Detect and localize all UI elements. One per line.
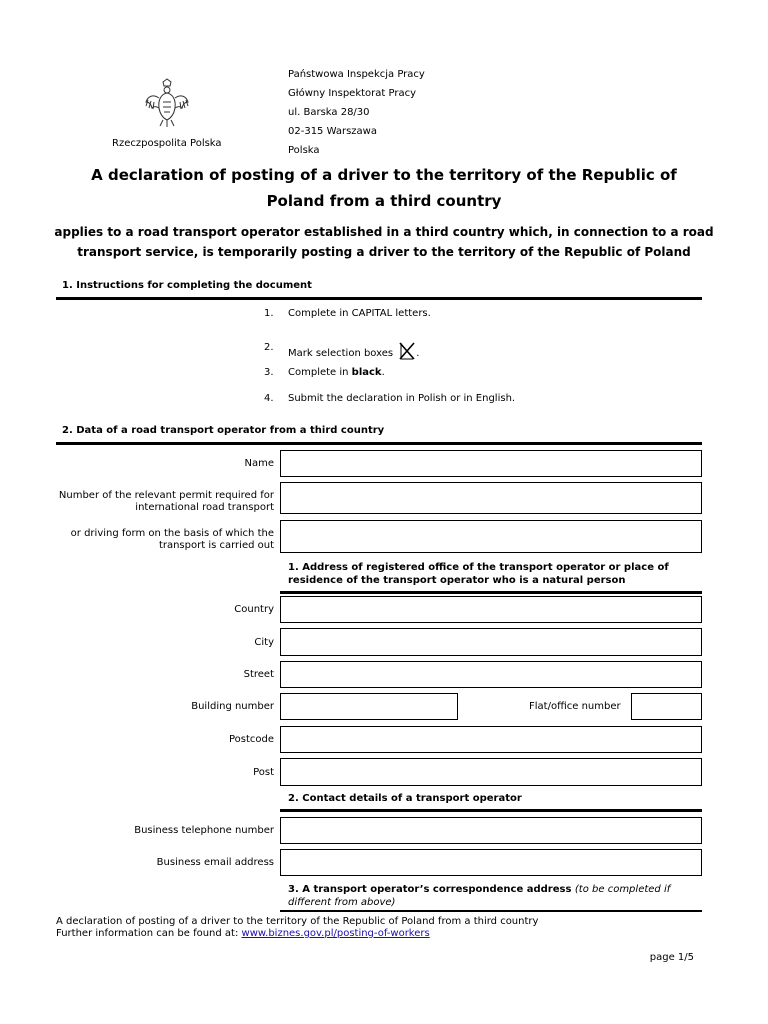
instruction-text: Complete in CAPITAL letters. — [288, 308, 431, 319]
footer-info-text: Further information can be found at: — [56, 928, 242, 939]
street-label: Street — [243, 669, 274, 680]
phone-field[interactable] — [280, 817, 702, 844]
instruction-text: Mark selection boxes — [288, 348, 394, 359]
instruction-number: 1. — [264, 308, 274, 319]
section-2-title: 2. Data of a road transport operator from a third country — [62, 425, 385, 436]
address-line: ul. Barska 28/30 — [288, 107, 370, 118]
building-number-label: Building number — [191, 701, 274, 712]
footer-link[interactable]: www.biznes.gov.pl/posting-of-workers — [241, 928, 430, 939]
correspondence-note: (to be completed if different from above) — [288, 884, 671, 908]
postcode-field[interactable] — [280, 726, 702, 753]
instruction-suffix: . — [416, 348, 420, 359]
permit-number-field[interactable] — [280, 482, 702, 514]
section-1-title: 1. Instructions for completing the document — [62, 280, 312, 291]
building-number-field[interactable] — [280, 693, 458, 720]
instruction-item — [0, 308, 768, 322]
country-field[interactable] — [280, 596, 702, 623]
section-divider — [56, 297, 702, 300]
post-label: Post — [253, 767, 274, 778]
instruction-item — [0, 342, 768, 359]
footer-line: A declaration of posting of a driver to the territory of the Republic of Poland from a third country — [56, 916, 539, 927]
polish-eagle-icon — [143, 78, 191, 128]
email-label: Business email address — [156, 857, 274, 868]
instruction-item — [0, 367, 768, 381]
subsection-address-title: 1. Address of registered office of the transport operator or place of residence of the transport operator who is a natural person — [288, 562, 669, 586]
instruction-bold: black — [351, 367, 382, 378]
footer — [56, 916, 538, 940]
postcode-label: Postcode — [228, 734, 274, 745]
authority-address — [288, 65, 425, 160]
country-label: Country — [234, 604, 274, 615]
address-line: Państwowa Inspekcja Pracy — [288, 69, 425, 80]
instruction-number: 3. — [264, 367, 274, 378]
subsection-divider — [280, 591, 702, 594]
page-number: page 1/5 — [649, 952, 694, 963]
document-title: A declaration of posting of a driver to the territory of the Republic of Poland from a third country — [91, 166, 677, 210]
name-field[interactable] — [280, 450, 702, 477]
address-line: 02-315 Warszawa — [288, 126, 377, 137]
flat-number-field[interactable] — [631, 693, 702, 720]
subsection-divider — [280, 910, 702, 912]
checkbox-x-icon — [398, 342, 416, 360]
subsection-divider — [280, 809, 702, 812]
flat-number-label: Flat/office number — [529, 701, 621, 712]
instruction-suffix: . — [381, 367, 385, 378]
instruction-number: 4. — [264, 393, 274, 404]
instruction-number: 2. — [264, 342, 274, 353]
name-label: Name — [244, 458, 274, 469]
document-subtitle: applies to a road transport operator established in a third country which, in connection to a road transport service, is temporarily posting a driver to the territory of the Republic of Poland — [54, 225, 714, 259]
driving-form-label: or driving form on the basis of which the transport is carried out — [70, 528, 274, 551]
instruction-item — [0, 393, 768, 407]
permit-label: Number of the relevant permit required for international road transport — [58, 490, 274, 513]
subsection-correspondence-title — [288, 883, 700, 909]
section-divider — [56, 442, 702, 445]
instruction-text: Submit the declaration in Polish or in English. — [288, 393, 516, 404]
instruction-text: Complete in — [288, 367, 352, 378]
city-field[interactable] — [280, 628, 702, 656]
subsection-contact-title: 2. Contact details of a transport operator — [288, 793, 522, 804]
country-name: Rzeczpospolita Polska — [112, 138, 222, 149]
city-label: City — [254, 637, 274, 648]
email-field[interactable] — [280, 849, 702, 876]
post-field[interactable] — [280, 758, 702, 786]
address-line: Polska — [288, 145, 320, 156]
phone-label: Business telephone number — [134, 825, 274, 836]
street-field[interactable] — [280, 661, 702, 688]
correspondence-title-text: 3. A transport operator’s correspondence address — [288, 884, 572, 895]
driving-form-field[interactable] — [280, 520, 702, 553]
address-line: Główny Inspektorat Pracy — [288, 88, 416, 99]
